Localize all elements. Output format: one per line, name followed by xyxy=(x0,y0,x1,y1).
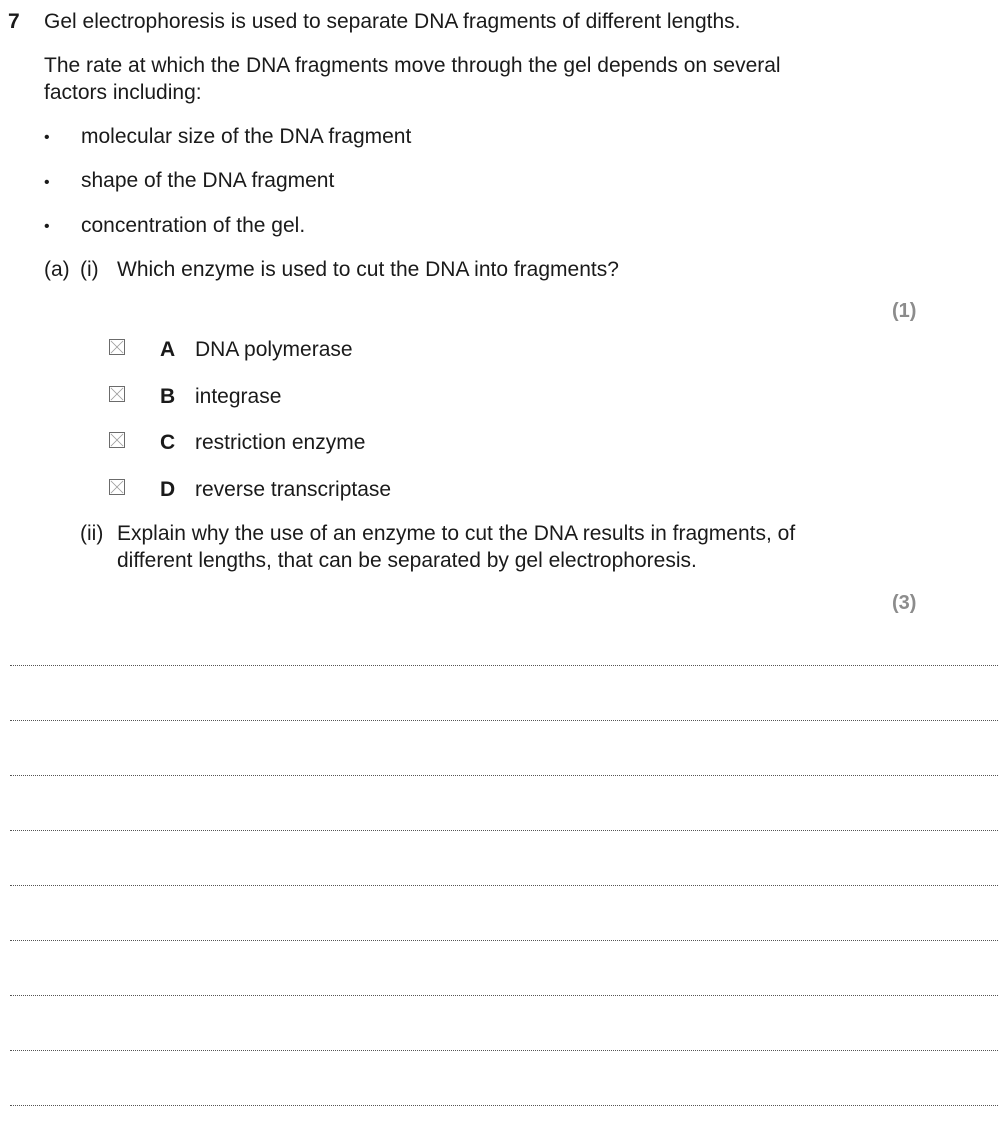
bullet-item: molecular size of the DNA fragment xyxy=(81,125,412,148)
answer-line[interactable] xyxy=(10,665,998,666)
bullet-marker: • xyxy=(44,218,50,235)
bullet-item: concentration of the gel. xyxy=(81,214,306,237)
option-c-text: restriction enzyme xyxy=(195,431,366,454)
crossed-box-icon xyxy=(109,339,125,355)
option-b-letter: B xyxy=(160,385,176,408)
option-d-text: reverse transcriptase xyxy=(195,478,392,501)
answer-line[interactable] xyxy=(10,940,998,941)
option-c-letter: C xyxy=(160,431,176,454)
part-a-i-marks: (1) xyxy=(892,300,917,322)
answer-line[interactable] xyxy=(10,1105,998,1106)
bullet-item: shape of the DNA fragment xyxy=(81,169,335,192)
option-b-text: integrase xyxy=(195,385,282,408)
part-a-i-question: Which enzyme is used to cut the DNA into fragments? xyxy=(117,258,619,281)
answer-line[interactable] xyxy=(10,995,998,996)
part-a-ii-marks: (3) xyxy=(892,592,917,614)
part-a-i-label: (i) xyxy=(80,258,99,281)
intro-line-1: The rate at which the DNA fragments move through the gel depends on several xyxy=(44,54,781,77)
answer-line[interactable] xyxy=(10,1050,998,1051)
crossed-box-icon xyxy=(109,479,125,495)
option-b-checkbox[interactable] xyxy=(109,386,125,402)
answer-line[interactable] xyxy=(10,830,998,831)
bullet-marker: • xyxy=(44,129,50,146)
answer-line[interactable] xyxy=(10,885,998,886)
question-number: 7 xyxy=(8,10,20,33)
answer-line[interactable] xyxy=(10,720,998,721)
bullet-marker: • xyxy=(44,174,50,191)
question-stem: Gel electrophoresis is used to separate DNA fragments of different lengths. xyxy=(44,10,741,33)
part-a-label: (a) xyxy=(44,258,70,281)
part-a-ii-question-line-2: different lengths, that can be separated by gel electrophoresis. xyxy=(117,549,697,572)
option-d-checkbox[interactable] xyxy=(109,479,125,495)
option-d-letter: D xyxy=(160,478,176,501)
crossed-box-icon xyxy=(109,386,125,402)
part-a-ii-question-line-1: Explain why the use of an enzyme to cut the DNA results in fragments, of xyxy=(117,522,796,545)
option-a-letter: A xyxy=(160,338,176,361)
crossed-box-icon xyxy=(109,432,125,448)
option-a-text: DNA polymerase xyxy=(195,338,353,361)
option-a-checkbox[interactable] xyxy=(109,339,125,355)
option-c-checkbox[interactable] xyxy=(109,432,125,448)
intro-line-2: factors including: xyxy=(44,81,202,104)
part-a-ii-label: (ii) xyxy=(80,522,104,545)
answer-line[interactable] xyxy=(10,775,998,776)
